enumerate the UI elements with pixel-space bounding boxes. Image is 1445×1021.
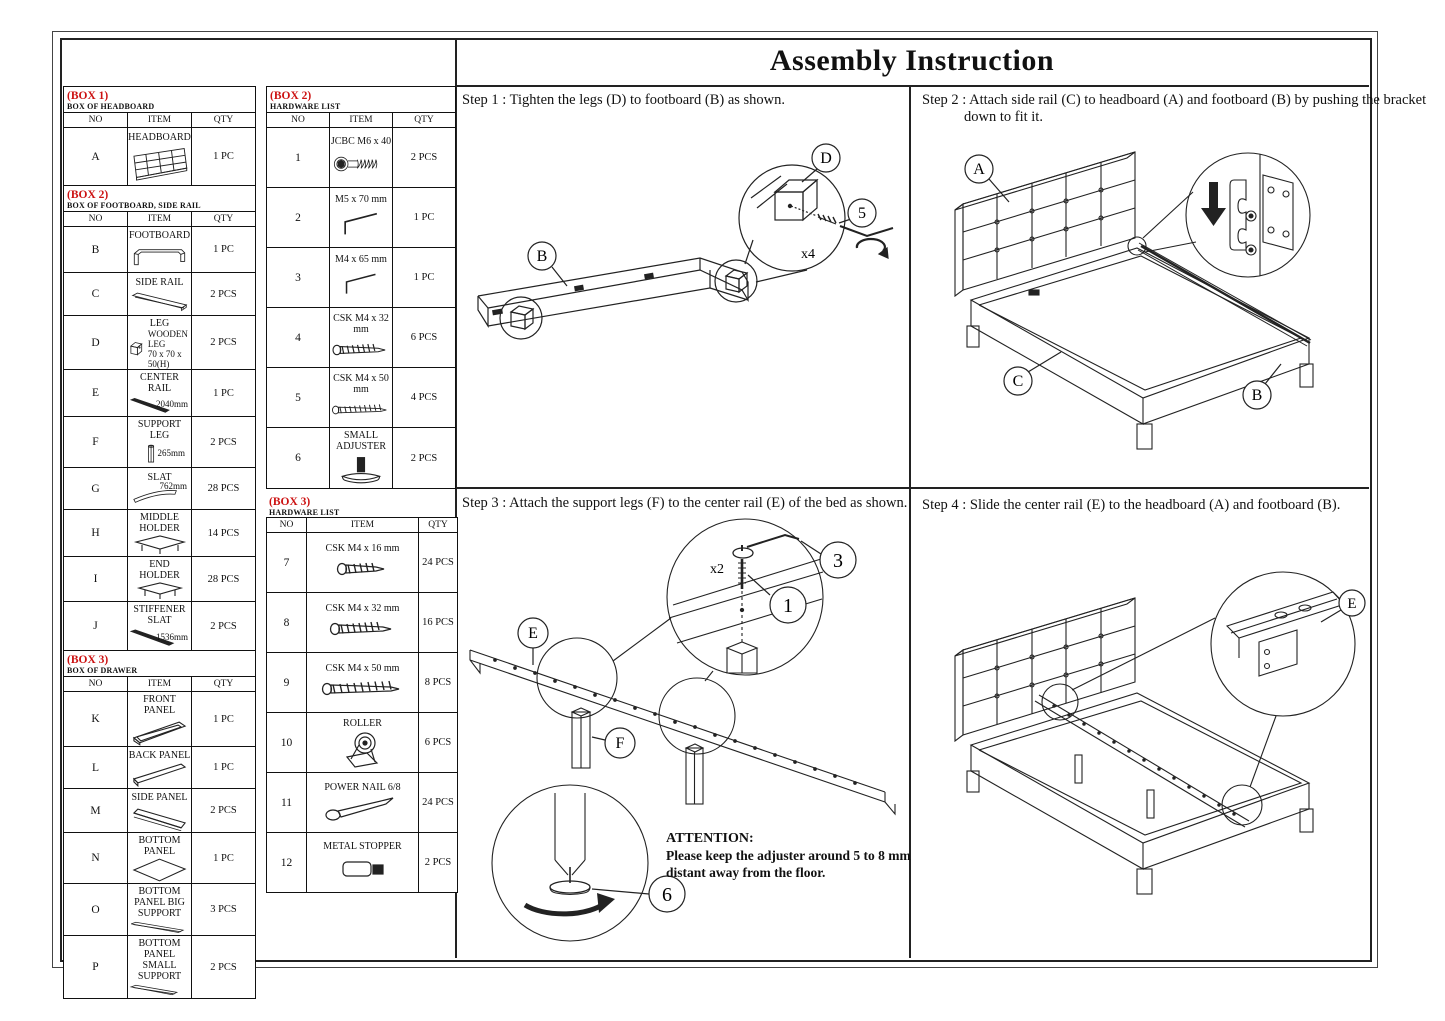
- screw-icon: [327, 620, 399, 638]
- footboard-icon: [128, 241, 191, 271]
- table-row: D LEG WOODEN LEG 70 x 70 x 50(H) 2 PCS: [64, 316, 256, 370]
- screw-icon: [330, 341, 392, 359]
- step1-zoom-circle: [739, 165, 845, 271]
- box1-title: (BOX 1): [67, 89, 109, 102]
- step4-caption: Step 4 : Slide the center rail (E) to the headboard (A) and footboard (B).: [922, 497, 1341, 513]
- table-row: H MIDDLE HOLDER 14 PCS: [64, 510, 256, 557]
- hw-box2-label: (BOX 2) HARDWARE LIST: [267, 87, 456, 113]
- step3-diagram: [455, 515, 907, 955]
- step3-adjuster-zoom-circle: [492, 785, 648, 941]
- part-item-label: HEADBOARD: [128, 132, 191, 143]
- roller-icon: [333, 729, 393, 769]
- callout-b: B: [1251, 387, 1263, 404]
- hardware-table-box2: [266, 86, 456, 489]
- table-row: J STIFFENER SLAT 1536mm 2 PCS: [64, 602, 256, 651]
- box3-label: [64, 651, 256, 677]
- hardware-table-box3: [266, 517, 458, 893]
- adjuster-icon: [330, 453, 392, 487]
- box3-title: (BOX 3): [67, 653, 109, 666]
- part-no: A: [64, 128, 128, 186]
- side-panel-icon: [128, 803, 191, 831]
- box2-label: [64, 186, 256, 212]
- screw-icon: [330, 401, 392, 419]
- callout-6: 6: [662, 884, 672, 906]
- step1-diagram: [455, 120, 907, 480]
- part-dim: 2040mm: [155, 399, 188, 409]
- x2-label: x2: [710, 562, 724, 577]
- table-row: K FRONT PANEL 1 PC: [64, 692, 256, 747]
- table-row: P BOTTOM PANEL SMALL SUPPORT 2 PCS: [64, 936, 256, 999]
- table-row: 9 CSK M4 x 50 mm 8 PCS: [267, 653, 458, 713]
- callout-d: D: [820, 150, 832, 167]
- table-header: [64, 113, 256, 128]
- step2-diagram: [909, 130, 1367, 482]
- parts-table: [63, 86, 256, 999]
- nail-icon: [321, 795, 405, 823]
- step3-caption: Step 3 : Attach the support legs (F) to the center rail (E) of the bed as shown.: [462, 495, 908, 511]
- table-header: NO ITEM QTY: [64, 677, 256, 692]
- wooden-leg-icon: [128, 338, 144, 360]
- box1-subtitle: BOX OF HEADBOARD: [67, 101, 155, 111]
- table-row: E CENTER RAIL 2040mm 1 PC: [64, 370, 256, 417]
- big-support-icon: [128, 919, 191, 935]
- front-panel-icon: [128, 716, 191, 746]
- box2-title: (BOX 2): [67, 188, 109, 201]
- col-qty: QTY: [192, 113, 256, 128]
- step-row-divider: [455, 487, 1369, 489]
- col-no: NO: [64, 113, 128, 128]
- table-row: I END HOLDER 28 PCS: [64, 557, 256, 602]
- bed-frame-drawing: [967, 693, 1313, 894]
- end-holder-icon: [134, 581, 186, 601]
- table-row: 10 ROLLER 6 PCS: [267, 713, 458, 773]
- callout-5: 5: [858, 205, 866, 222]
- attention-line1: Please keep the adjuster around 5 to 8 mm: [666, 848, 911, 863]
- x4-label: x4: [801, 247, 815, 262]
- step4-callouts: [1321, 590, 1365, 622]
- table-row: G SLAT 762mm 28 PCS: [64, 468, 256, 510]
- step2-caption-line1: Step 2 : Attach side rail (C) to headboard (A) and footboard (B) by pushing the bracket: [922, 92, 1427, 108]
- down-arrow-icon: [1201, 182, 1226, 226]
- callout-b: B: [536, 248, 548, 265]
- back-panel-icon: [128, 761, 191, 787]
- part-item-line2: WOODEN LEG: [147, 329, 188, 349]
- table-row: 2 M5 x 70 mm 1 PC: [267, 188, 456, 248]
- table-row: 1 JCBC M6 x 40 2 PCS: [267, 128, 456, 188]
- stopper-icon: [331, 856, 395, 882]
- attention-block: [666, 830, 936, 881]
- table-row: C SIDE RAIL 2 PCS: [64, 273, 256, 316]
- part-item-line3: 70 x 70 x 50(H): [147, 349, 182, 369]
- table-row: 8 CSK M4 x 32 mm 16 PCS: [267, 593, 458, 653]
- bottom-panel-icon: [128, 857, 191, 883]
- support-leg-drawing: [572, 708, 703, 804]
- bolt-icon: [330, 149, 392, 179]
- screw-icon: [319, 680, 407, 698]
- box2-subtitle: BOX OF FOOTBOARD, SIDE RAIL: [67, 200, 201, 210]
- table-row: 3 M4 x 65 mm 1 PC: [267, 248, 456, 308]
- table-row: B FOOTBOARD 1 PC: [64, 227, 256, 273]
- table-row: 5 CSK M4 x 50 mm 4 PCS: [267, 368, 456, 428]
- small-support-icon: [128, 982, 191, 998]
- table-row: L BACK PANEL 1 PC: [64, 747, 256, 789]
- allen-key-icon: [330, 205, 392, 243]
- table-row: [64, 128, 256, 186]
- table-row: F SUPPORT LEG 265mm 2 PCS: [64, 417, 256, 468]
- callout-e: E: [1347, 596, 1357, 612]
- center-rail-drawing: [470, 650, 895, 814]
- box3-subtitle: BOX OF DRAWER: [67, 665, 138, 675]
- side-rail-drawing: [1138, 243, 1311, 346]
- box1-label: [64, 87, 256, 113]
- table-row: 4 CSK M4 x 32 mm 6 PCS: [267, 308, 456, 368]
- callout-e: E: [528, 625, 538, 642]
- allen-key-drawing: [840, 226, 893, 258]
- table-row: 7 CSK M4 x 16 mm 24 PCS: [267, 533, 458, 593]
- hw-box3-label: (BOX 3) HARDWARE LIST: [269, 496, 340, 517]
- step2-zoom-circle: [1186, 153, 1310, 277]
- step2-caption-line2: down to fit it.: [964, 109, 1043, 125]
- table-row: 11 POWER NAIL 6/8 24 PCS: [267, 773, 458, 833]
- side-rail-icon: [128, 288, 191, 314]
- title-divider: [455, 85, 1369, 87]
- callout-f: F: [615, 735, 625, 752]
- headboard-drawing: [955, 598, 1135, 741]
- allen-key-icon: [330, 266, 392, 302]
- headboard-icon: [128, 143, 191, 183]
- screw-icon: [334, 560, 392, 578]
- callout-c: C: [1012, 373, 1024, 390]
- callout-3: 3: [833, 550, 843, 572]
- col-item: ITEM: [128, 113, 192, 128]
- step4-zoom-circle: [1211, 572, 1355, 716]
- table-header: NO ITEM QTY: [64, 212, 256, 227]
- step1-caption: Step 1 : Tighten the legs (D) to footboard (B) as shown.: [462, 92, 786, 108]
- part-qty: 1 PC: [192, 128, 256, 186]
- parts-table-stack: [63, 86, 256, 999]
- table-header: NO ITEM QTY: [267, 113, 456, 128]
- table-row: M SIDE PANEL 2 PCS: [64, 789, 256, 833]
- table-header: NO ITEM QTY: [267, 518, 458, 533]
- callout-a: A: [973, 161, 985, 178]
- middle-holder-icon: [130, 534, 190, 556]
- table-row: 12 METAL STOPPER 2 PCS: [267, 833, 458, 893]
- table-row: O BOTTOM PANEL BIG SUPPORT 3 PCS: [64, 884, 256, 936]
- bed-frame-drawing: [967, 248, 1313, 449]
- table-row: N BOTTOM PANEL 1 PC: [64, 833, 256, 884]
- callout-1: 1: [783, 595, 793, 617]
- table-row: 6 SMALL ADJUSTER 2 PCS: [267, 428, 456, 489]
- step4-diagram: [909, 530, 1367, 954]
- attention-line2: distant away from the floor.: [666, 865, 826, 880]
- hardware-table-stack: [266, 86, 456, 893]
- page-title: Assembly Instruction: [769, 44, 1055, 77]
- attention-title: ATTENTION:: [666, 831, 754, 846]
